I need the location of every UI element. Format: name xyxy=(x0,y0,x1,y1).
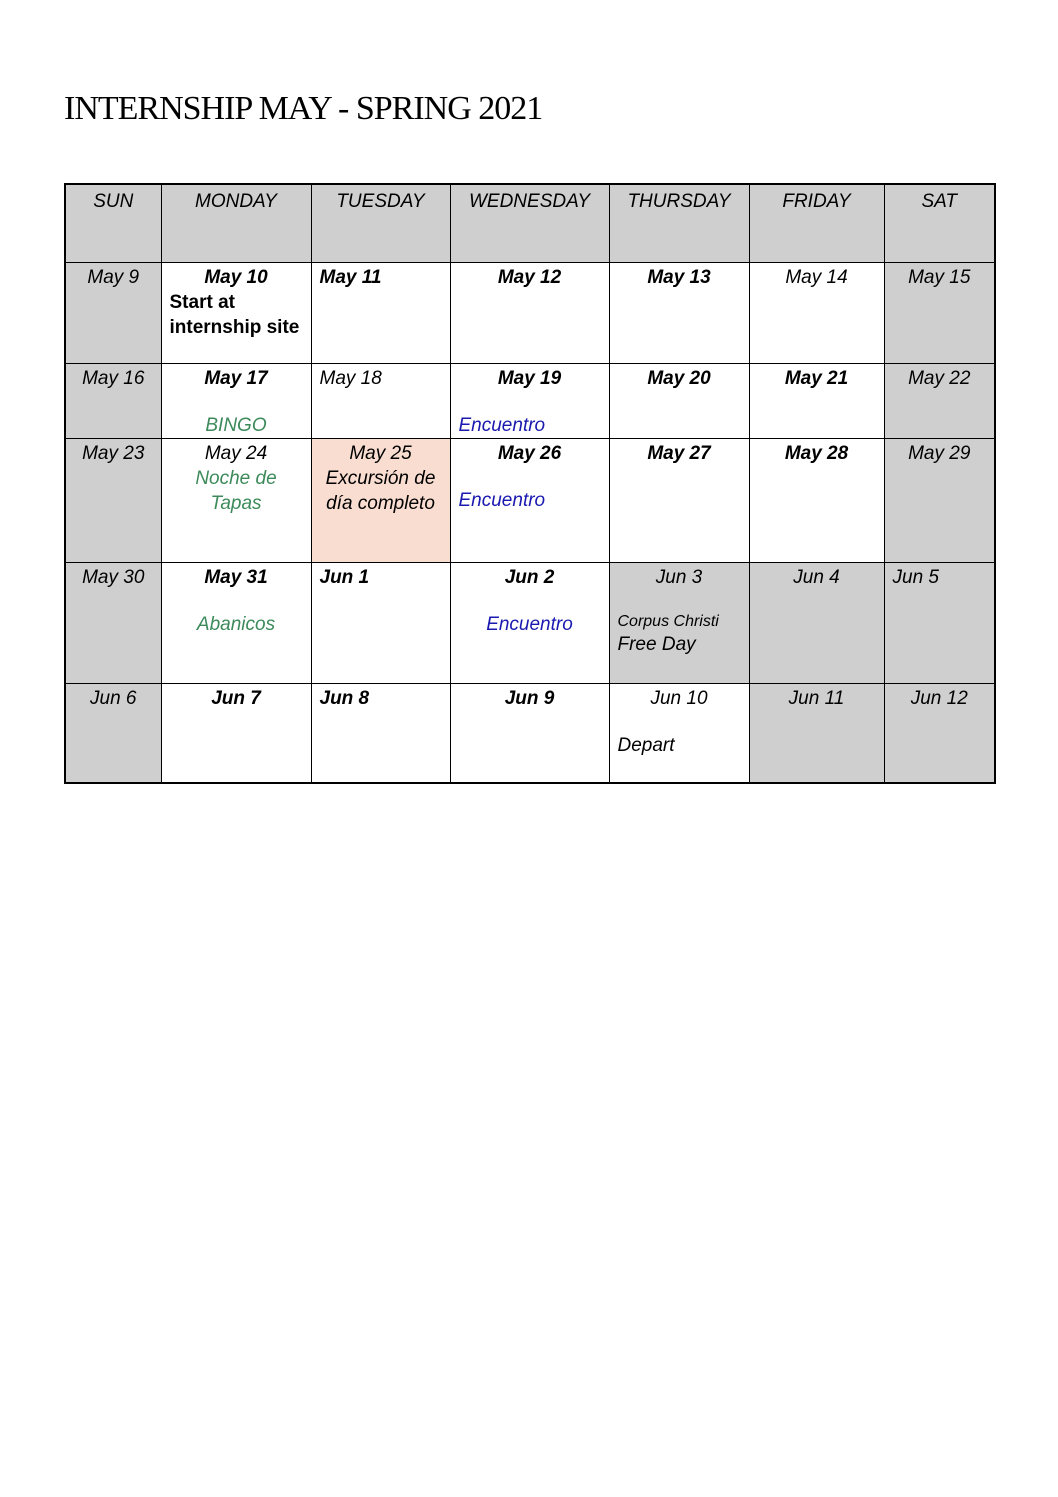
header-sun: SUN xyxy=(65,184,161,262)
day-date: May 10 xyxy=(204,266,268,288)
day-cell xyxy=(65,683,161,783)
day-cell xyxy=(749,363,884,438)
day-cell xyxy=(450,683,609,783)
day-cell xyxy=(749,562,884,683)
day-cell xyxy=(450,262,609,363)
day-cell xyxy=(884,683,995,783)
day-cell xyxy=(609,262,749,363)
day-cell xyxy=(749,683,884,783)
day-date: May 23 xyxy=(82,442,145,464)
day-cell xyxy=(609,363,749,438)
day-date: Jun 2 xyxy=(504,566,555,588)
day-cell xyxy=(311,363,450,438)
day-date: May 21 xyxy=(784,367,849,389)
day-date: May 20 xyxy=(647,367,711,389)
day-date: Jun 1 xyxy=(319,566,370,588)
day-cell xyxy=(161,562,311,683)
day-date: May 12 xyxy=(497,266,562,288)
event-corpus-christi: Corpus Christi xyxy=(617,612,719,630)
day-cell xyxy=(609,438,749,562)
day-cell xyxy=(311,683,450,783)
week-row xyxy=(65,262,995,363)
day-date: Jun 3 xyxy=(655,566,703,588)
day-date: May 29 xyxy=(908,442,971,464)
day-date: May 27 xyxy=(647,442,711,464)
day-date: Jun 6 xyxy=(90,687,137,709)
event-abanicos: Abanicos xyxy=(196,613,276,635)
header-friday: FRIDAY xyxy=(749,184,884,262)
day-cell xyxy=(450,438,609,562)
day-cell xyxy=(311,438,450,562)
day-cell xyxy=(311,562,450,683)
day-cell xyxy=(749,438,884,562)
day-date: Jun 9 xyxy=(504,687,555,709)
day-cell xyxy=(450,562,609,683)
event-encuentro: Encuentro xyxy=(458,414,546,436)
header-wednesday: WEDNESDAY xyxy=(450,184,609,262)
day-date: Jun 12 xyxy=(910,687,968,709)
week-row xyxy=(65,683,995,783)
day-date: May 11 xyxy=(319,266,382,288)
day-date: May 9 xyxy=(87,266,140,288)
page-title: INTERNSHIP MAY - SPRING 2021 xyxy=(64,90,543,127)
week-row xyxy=(65,438,995,562)
day-date: Jun 8 xyxy=(319,687,370,709)
day-date: May 22 xyxy=(908,367,971,389)
day-date: Jun 10 xyxy=(650,687,708,709)
day-cell xyxy=(884,562,995,683)
header-tuesday: TUESDAY xyxy=(311,184,450,262)
event-noche-de-tapas: Noche de Tapas xyxy=(195,467,277,514)
day-cell xyxy=(749,262,884,363)
day-date: May 25 xyxy=(349,442,412,464)
day-cell xyxy=(311,262,450,363)
day-date: May 18 xyxy=(319,367,382,389)
day-cell xyxy=(609,683,749,783)
day-cell xyxy=(65,262,161,363)
day-date: May 13 xyxy=(647,266,711,288)
event-encuentro: Encuentro xyxy=(458,489,546,511)
day-date: Jun 4 xyxy=(793,566,840,588)
day-date: May 26 xyxy=(497,442,562,464)
event-free-day: Free Day xyxy=(617,633,696,655)
day-cell xyxy=(161,683,311,783)
event-excursion: Excursión de día completo xyxy=(325,467,436,514)
header-thursday: THURSDAY xyxy=(609,184,749,262)
calendar-table xyxy=(64,183,996,784)
day-date: May 15 xyxy=(908,266,971,288)
event-depart: Depart xyxy=(617,734,675,756)
day-cell xyxy=(65,363,161,438)
week-row xyxy=(65,562,995,683)
day-cell xyxy=(161,262,311,363)
day-date: May 19 xyxy=(497,367,562,389)
day-date: May 16 xyxy=(82,367,145,389)
day-cell xyxy=(450,363,609,438)
header-sat: SAT xyxy=(884,184,995,262)
day-date: May 28 xyxy=(784,442,849,464)
day-date: May 24 xyxy=(204,442,268,464)
day-date: May 17 xyxy=(204,367,268,389)
day-cell xyxy=(609,562,749,683)
day-cell xyxy=(884,438,995,562)
week-row xyxy=(65,363,995,438)
day-cell xyxy=(884,262,995,363)
day-date: Jun 11 xyxy=(788,687,845,709)
header-row xyxy=(65,184,995,262)
event-encuentro: Encuentro xyxy=(486,613,573,635)
day-date: May 31 xyxy=(204,566,268,588)
day-date: Jun 7 xyxy=(211,687,261,709)
header-monday: MONDAY xyxy=(161,184,311,262)
day-date: Jun 5 xyxy=(892,566,939,588)
day-cell xyxy=(65,562,161,683)
day-cell xyxy=(161,363,311,438)
day-cell xyxy=(884,363,995,438)
event-start-internship: Start at internship site xyxy=(169,291,300,338)
day-cell xyxy=(161,438,311,562)
day-date: May 30 xyxy=(82,566,145,588)
day-cell xyxy=(65,438,161,562)
event-bingo: BINGO xyxy=(205,414,267,436)
day-date: May 14 xyxy=(785,266,848,288)
